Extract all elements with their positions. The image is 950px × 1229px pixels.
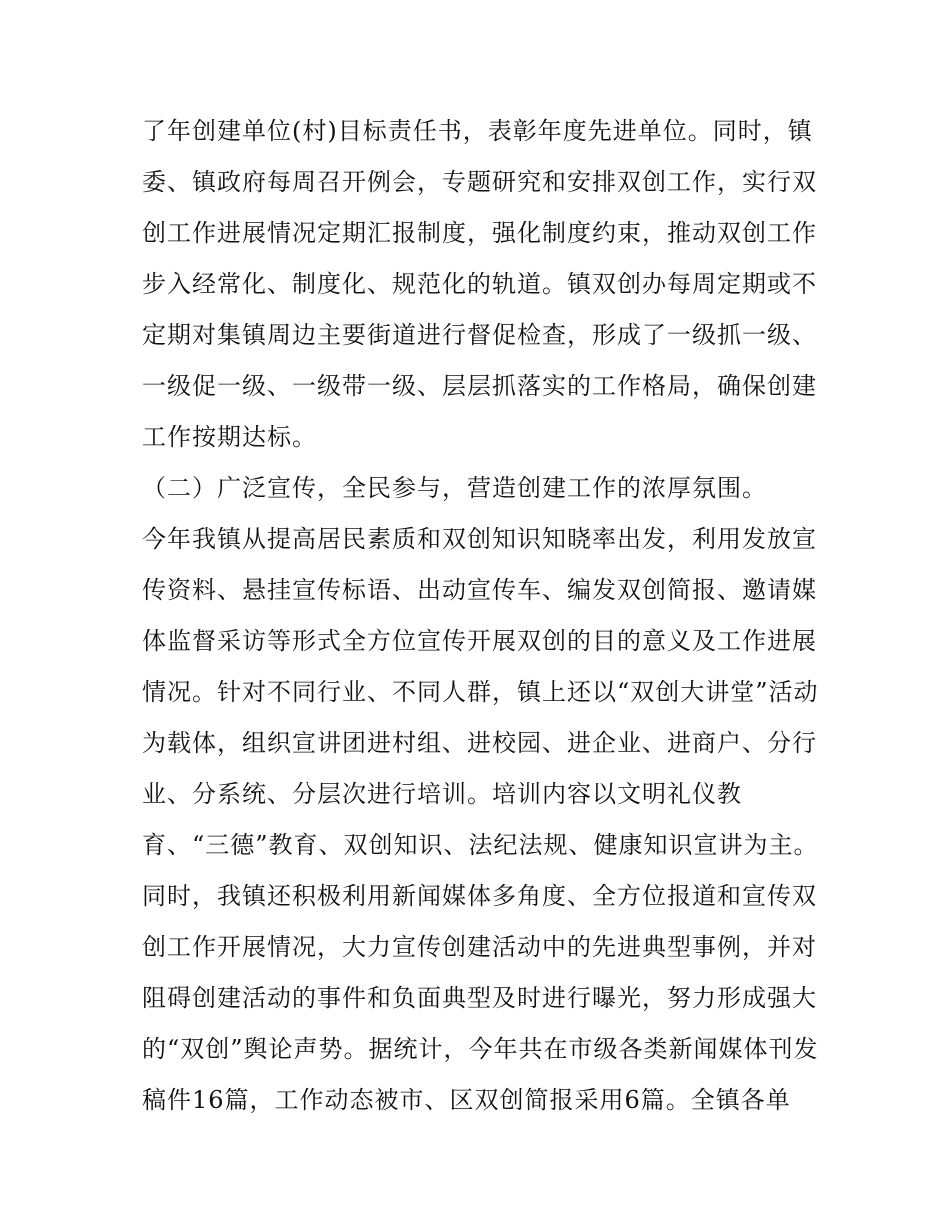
text-line: 体监督采访等形式全方位宣传开展双创的目的意义及工作进展: [142, 627, 817, 655]
text-line: 的“双创”舆论声势。据统计，今年共在市级各类新闻媒体刊发: [142, 1035, 819, 1063]
text-line: 定期对集镇周边主要街道进行督促检查，形成了一级抓一级、: [142, 321, 817, 349]
text-line: 阻碍创建活动的事件和负面典型及时进行曝光，努力形成强大: [142, 984, 817, 1012]
text-line: 为载体，组织宣讲团进村组、进校园、进企业、进商户、分行: [142, 729, 817, 757]
body-text: [142, 106, 822, 1126]
text-line: 步入经常化、制度化、规范化的轨道。镇双创办每周定期或不: [142, 270, 817, 298]
text-line: 创工作开展情况，大力宣传创建活动中的先进典型事例，并对: [142, 933, 817, 961]
text-line: 情况。针对不同行业、不同人群，镇上还以“双创大讲堂”活动: [142, 678, 819, 706]
text-line: 传资料、悬挂宣传标语、出动宣传车、编发双创简报、邀请媒: [142, 576, 817, 604]
text-line: 工作按期达标。: [142, 423, 317, 451]
text-line: 业、分系统、分层次进行培训。培训内容以文明礼仪教: [142, 780, 742, 808]
section-heading: （二）广泛宣传，全民参与，营造创建工作的浓厚氛围。: [142, 474, 767, 502]
text-line: 育、“三德”教育、双创知识、法纪法规、健康知识宣讲为主。: [142, 831, 819, 859]
text-line: 同时，我镇还积极利用新闻媒体多角度、全方位报道和宣传双: [142, 882, 817, 910]
text-line: 稿件16篇，工作动态被市、区双创简报采用6篇。全镇各单: [142, 1086, 791, 1114]
text-line: 创工作进展情况定期汇报制度，强化制度约束，推动双创工作: [142, 219, 817, 247]
text-line: 一级促一级、一级带一级、层层抓落实的工作格局，确保创建: [142, 372, 817, 400]
text-line: 今年我镇从提高居民素质和双创知识知晓率出发，利用发放宣: [142, 525, 817, 553]
text-line: 了年创建单位(村)目标责任书，表彰年度先进单位。同时，镇: [142, 117, 813, 145]
text-line: 委、镇政府每周召开例会，专题研究和安排双创工作，实行双: [142, 168, 817, 196]
